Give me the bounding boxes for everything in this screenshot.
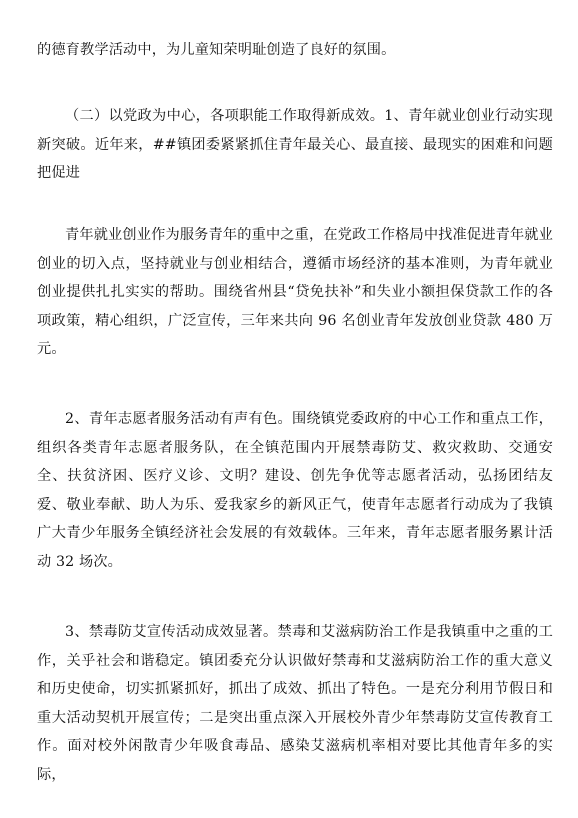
paragraph-section-two-heading: （二）以党政为中心，各项职能工作取得新成效。1、青年就业创业行动实现新突破。近年来，##镇团委紧紧抓住青年最关心、最直接、最现实的困难和问题把促进 bbox=[37, 108, 553, 181]
paragraph-drug-aids-prevention: 3、禁毒防艾宣传活动成效显著。禁毒和艾滋病防治工作是我镇重中之重的工作，关乎社会和谐稳定。镇团委充分认识做好禁毒和艾滋病防治工作的重大意义和历史使命，切实抓紧抓好，抓出了成效、抓出了特色。一是充分利用节假日和重大活动契机开展宣传；二是突出重点深入开展校外青少年禁毒防艾宣传教育工作。面对校外闲散青少年吸食毒品、感染艾滋病机率相对要比其他青年多的实际， bbox=[37, 624, 553, 783]
paragraph-youth-volunteers: 2、青年志愿者服务活动有声有色。围绕镇党委政府的中心工作和重点工作，组织各类青年志愿者服务队，在全镇范围内开展禁毒防艾、救灾救助、交通安全、扶贫济困、医疗义诊、文明？建设、创先争优等志愿者活动，弘扬团结友爱、敬业奉献、助人为乐、爱我家乡的新风正气，使青年志愿者行动成为了我镇广大青少年服务全镇经济社会发展的有效载体。三年来，青年志愿者服务累计活动 32 场次。 bbox=[37, 411, 553, 570]
paragraph-youth-employment: 青年就业创业作为服务青年的重中之重，在党政工作格局中找准促进青年就业创业的切入点，坚持就业与创业相结合，遵循市场经济的基本准则，为青年就业创业提供扎扎实实的帮助。围绕省州县“贷免扶补”和失业小额担保贷款工作的各项政策，精心组织，广泛宣传，三年来共向 96 名创业青年发放创业贷款 480 万元。 bbox=[37, 227, 553, 357]
paragraph-moral-education-end: 的德育教学活动中，为儿童知荣明耻创造了良好的氛围。 bbox=[37, 42, 396, 58]
